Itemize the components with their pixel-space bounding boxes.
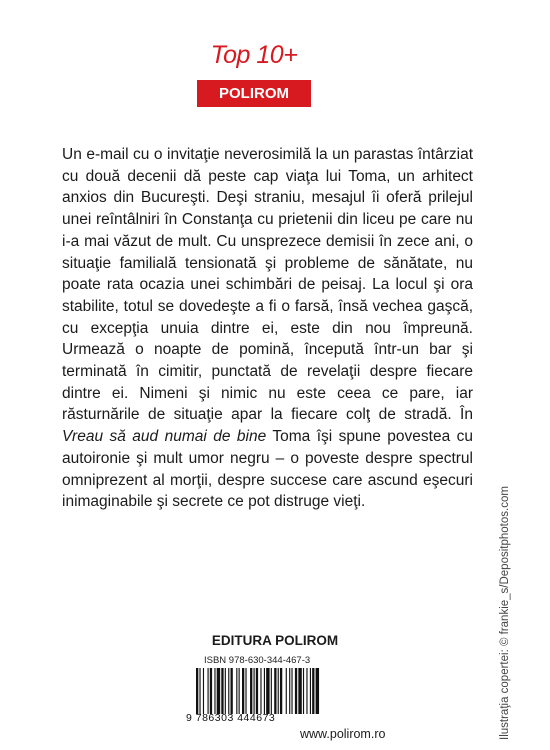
blurb-text-part2: Toma îşi spune povestea cu autoironie şi mult umor negru – o poveste despre spectrul omniprezent al morţii, despre succese care ascund eşecuri inimaginabile şi secrete ce pot distruge vieţi. xyxy=(62,428,473,511)
barcode-digits: 9 786303 444673 xyxy=(186,712,276,724)
barcode xyxy=(196,668,348,714)
back-cover-blurb xyxy=(62,144,473,513)
isbn-label: ISBN 978-630-344-467-3 xyxy=(204,655,311,666)
blurb-text-part1: Un e-mail cu o invitaţie neverosimilă la un parastas întârziat cu două decenii dă peste cap viaţa lui Toma, un arhitect anxios din Bucureşti. Deşi straniu, mesajul îi oferă prilejul unei reîntâlniri în Constanţa cu prietenii din liceu pe care nu i-a mai văzut de mult. Cu unsprezece demisii în zece ani, o situaţie familială tensionată şi probleme de sănătate, nu poate rata ocazia unei schimbări de peisaj. La locul şi ora stabilite, totul se dovedeşte a fi o farsă, însă vechea gaşcă, cu excepţia unuia dintre ei, este din nou împreună. Urmează o noapte de pomină, începută într-un bar şi terminată în cimitir, punctată de revelaţii despre fiecare dintre ei. Nimeni şi nimic nu este ceea ce pare, iar răsturnările de situaţie apar la fiecare colţ de stradă. În xyxy=(62,146,473,424)
publisher-website: www.polirom.ro xyxy=(300,727,386,741)
publisher-name: EDITURA POLIROM xyxy=(211,633,339,648)
book-title: Vreau să aud numai de bine xyxy=(62,428,267,446)
series-logo: Top 10+ xyxy=(210,41,298,69)
publisher-badge: POLIROM xyxy=(197,80,311,107)
cover-credit: Ilustraţia copertei: © frankie_s/Depositphotos.com xyxy=(499,486,511,740)
